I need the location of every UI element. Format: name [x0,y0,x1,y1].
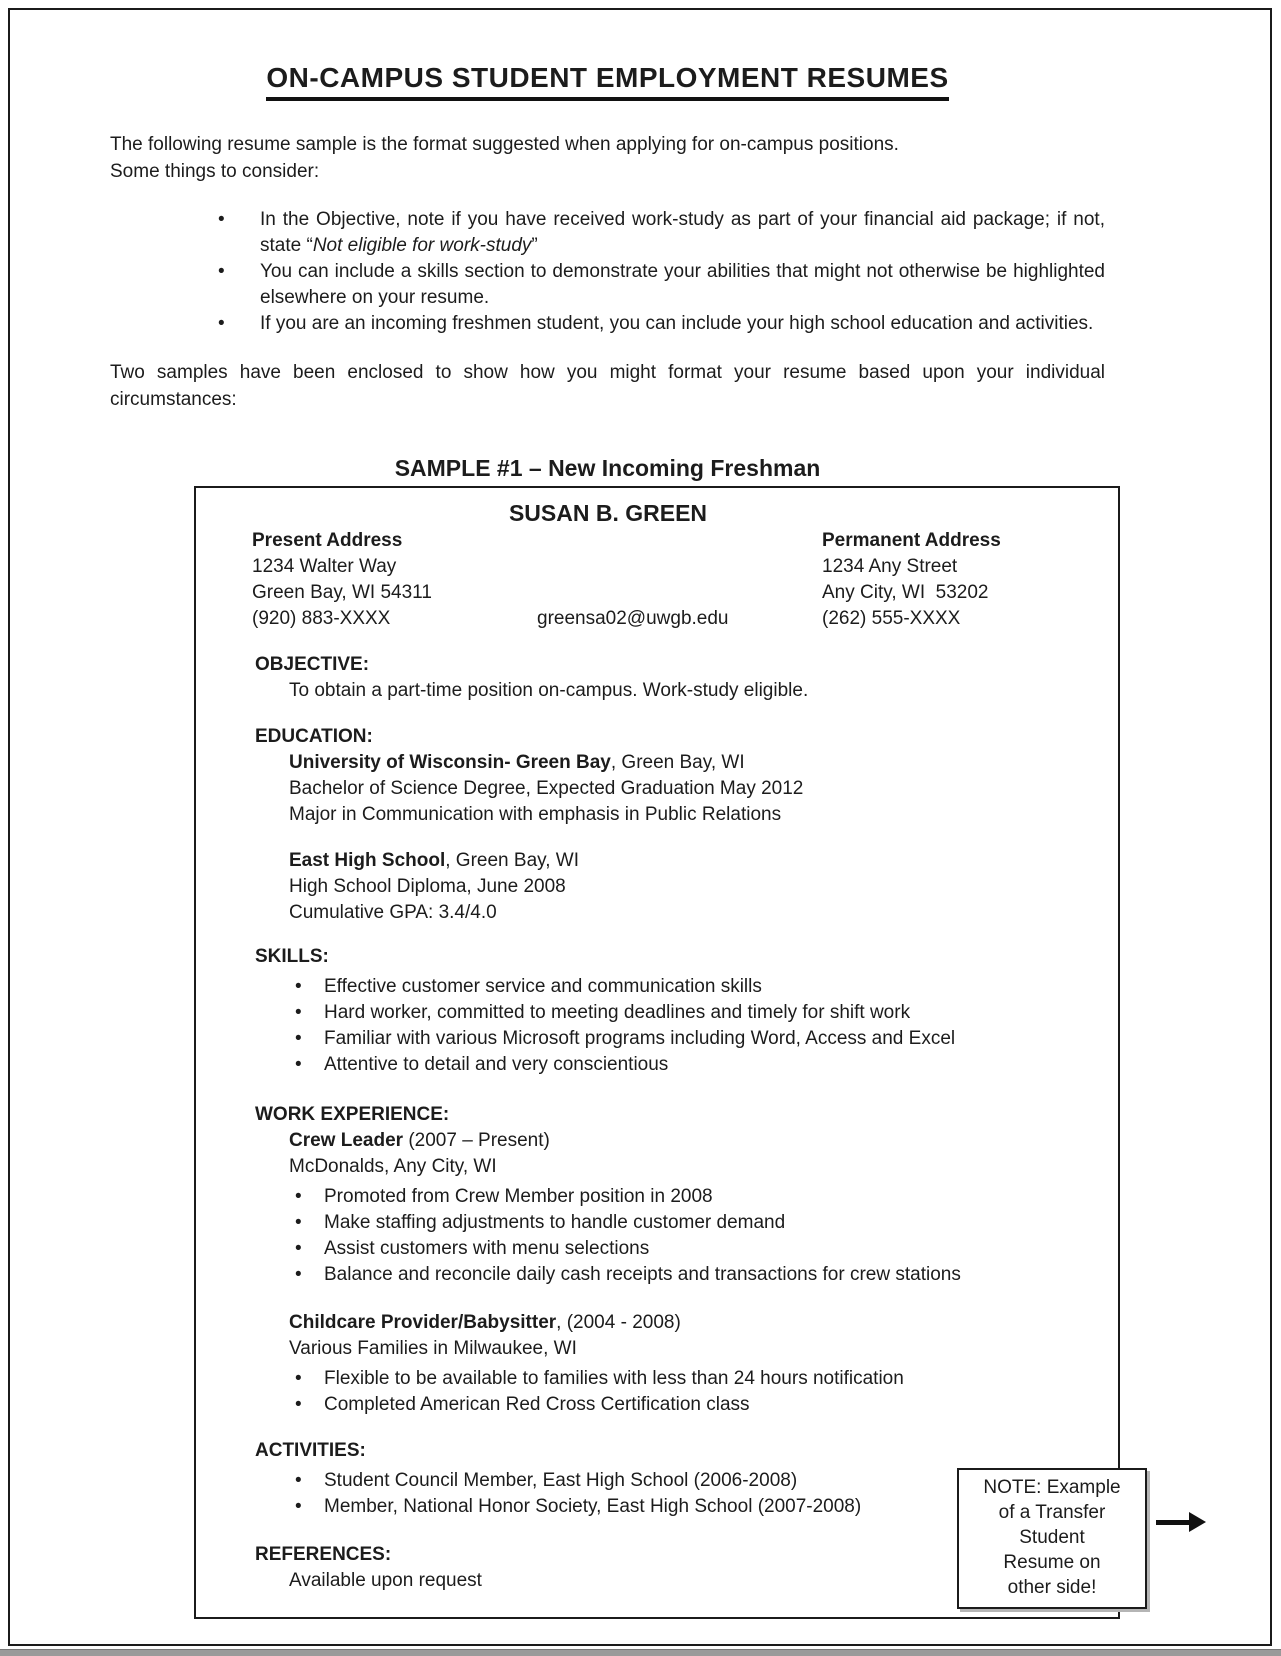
education-label: EDUCATION: [255,726,373,747]
email-address: greensa02@uwgb.edu [537,608,729,629]
address-spacer [537,580,822,606]
intro-bullet-skills [110,259,1105,311]
job-crew-leader [289,1128,1118,1180]
job-title: Childcare Provider/Babysitter [289,1312,557,1333]
skills-bullet: • Hard worker, committed to meeting deadlines and timely for shift work [255,1000,1118,1026]
job-bullet-list [255,1184,1118,1288]
college-line [289,750,1118,776]
job-bullet: • Make staffing adjustments to handle customer demand [255,1210,1118,1236]
bullet-italic-text: Not eligible for work-study [312,235,532,256]
address-block [252,528,1118,632]
resume-name: SUSAN B. GREEN [508,500,708,526]
references-label: REFERENCES: [255,1544,392,1565]
college-name: University of Wisconsin- Green Bay [289,752,611,773]
job-childcare-provider [289,1310,1118,1362]
permanent-address-line: Any City, WI 53202 [822,582,989,603]
bullet-text: You can include a skills section to demonstrate your abilities that might not otherwise be highlighted elsewhere on your resume. [260,261,1105,308]
right-arrow-icon [1156,1512,1206,1532]
objective-label: OBJECTIVE: [255,654,370,675]
present-address-line: Green Bay, WI 54311 [252,582,432,603]
college-degree: Bachelor of Science Degree, Expected Graduation May 2012 [289,778,804,799]
document-content [0,62,1281,1619]
title-row [110,62,1105,101]
education-body [289,750,1118,926]
job-bullet: • Promoted from Crew Member position in 2008 [255,1184,1118,1210]
college-major: Major in Communication with emphasis in Public Relations [289,804,782,825]
section-education [255,724,1118,926]
sample-heading: SAMPLE #1 – New Incoming Freshman [394,455,821,481]
job-dates: (2007 – Present) [403,1130,550,1151]
arrow-head [1189,1512,1206,1532]
section-skills [255,944,1118,1078]
document-title: ON-CAMPUS STUDENT EMPLOYMENT RESUMES [266,62,948,101]
address-spacer [537,528,822,554]
intro-bullet-objective [110,207,1105,259]
job-bullet: • Completed American Red Cross Certification class [255,1392,1118,1418]
bullet-text: In the Objective, note if you have received work-study as part of your financial aid package; if not, state “ [260,209,1105,256]
activities-bullet: • Student Council Member, East High School (2006-2008) [255,1468,1118,1494]
highschool-name: East High School [289,850,446,871]
resume-sample-box [194,486,1120,1619]
bullet-text: ” [531,235,538,256]
present-address-line: 1234 Walter Way [252,556,397,577]
references-text: Available upon request [289,1570,482,1591]
intro-bullet-list [110,207,1105,337]
job-title: Crew Leader [289,1130,404,1151]
job-bullet-list [255,1366,1118,1418]
job-organization: McDonalds, Any City, WI [289,1156,497,1177]
highschool-diploma: High School Diploma, June 2008 [289,876,566,897]
intro-bullet-freshmen [110,311,1105,337]
permanent-phone: (262) 555-XXXX [822,608,961,629]
job-title-line [289,1128,1118,1154]
job-bullet: • Balance and reconcile daily cash receipts and transactions for crew stations [255,1262,1118,1288]
work-experience-label: WORK EXPERIENCE: [255,1104,450,1125]
arrow-shaft [1156,1520,1189,1525]
activities-label: ACTIVITIES: [255,1440,366,1461]
section-objective [255,652,1118,704]
highschool-location: , Green Bay, WI [445,850,579,871]
skills-bullet: • Effective customer service and communication skills [255,974,1118,1000]
present-address-label: Present Address [252,530,403,551]
job-bullet: • Flexible to be available to families with less than 24 hours notification [255,1366,1118,1392]
job-bullet: • Assist customers with menu selections [255,1236,1118,1262]
highschool-gpa: Cumulative GPA: 3.4/4.0 [289,902,497,923]
closing-paragraph: Two samples have been enclosed to show how you might format your resume based upon your individual circumstances: [110,362,1105,410]
skills-bullet: • Familiar with various Microsoft programs including Word, Access and Excel [255,1026,1118,1052]
present-phone: (920) 883-XXXX [252,608,391,629]
skills-label: SKILLS: [255,946,329,967]
skills-bullet: • Attentive to detail and very conscientious [255,1052,1118,1078]
highschool-line [289,848,1118,874]
permanent-address-line: 1234 Any Street [822,556,958,577]
job-title-line [289,1310,1118,1336]
note-box [957,1468,1147,1609]
objective-text: To obtain a part-time position on-campus. Work-study eligible. [289,680,809,701]
intro-line-1: The following resume sample is the format suggested when applying for on-campus positions. [110,134,899,155]
intro-paragraph [110,131,1105,185]
skills-bullet-list [255,974,1118,1078]
job-dates: , (2004 - 2008) [556,1312,681,1333]
intro-line-2: Some things to consider: [110,161,320,182]
permanent-address-label: Permanent Address [822,530,1001,551]
note-text: NOTE: Example of a Transfer Student Resume on other side! [983,1477,1121,1598]
college-location: , Green Bay, WI [610,752,745,773]
address-spacer [537,554,822,580]
activities-bullet: • Member, National Honor Society, East High School (2007-2008) [255,1494,1118,1520]
bullet-text: If you are an incoming freshmen student, you can include your high school education and activities. [260,313,1094,334]
section-work-experience [255,1102,1118,1418]
job-organization: Various Families in Milwaukee, WI [289,1338,577,1359]
resume-sections [255,652,1118,1594]
scan-edge-artifact [0,1649,1281,1656]
